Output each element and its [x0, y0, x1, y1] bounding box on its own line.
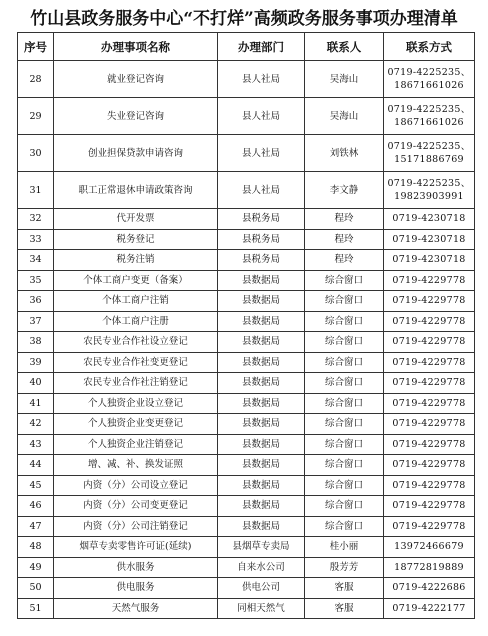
row-contact-person: 综合窗口	[305, 516, 384, 537]
row-item-name: 供电服务	[54, 578, 218, 599]
row-department: 县数据局	[218, 393, 305, 414]
row-contact-phone	[384, 455, 475, 476]
row-contact-person: 综合窗口	[305, 332, 384, 353]
row-number: 40	[18, 373, 54, 394]
row-item-name: 内资（分）公司设立登记	[54, 475, 218, 496]
row-contact-person: 刘铁林	[305, 135, 384, 172]
phone-line-1: 0719-4229778	[392, 336, 466, 348]
table-row	[18, 98, 475, 135]
phone-line-1: 0719-4222177	[392, 602, 466, 614]
row-contact-phone	[384, 598, 475, 619]
row-department: 县数据局	[218, 332, 305, 353]
row-number: 51	[18, 598, 54, 619]
phone-line-1: 13972466679	[394, 541, 464, 553]
row-contact-person: 殷芳芳	[305, 557, 384, 578]
row-number: 32	[18, 209, 54, 230]
row-item-name: 代开发票	[54, 209, 218, 230]
header-contact-person: 联系人	[305, 33, 384, 61]
row-contact-phone	[384, 291, 475, 312]
row-number: 31	[18, 172, 54, 209]
phone-line-1: 0719-4229778	[392, 295, 466, 307]
row-department: 县数据局	[218, 414, 305, 435]
row-number: 33	[18, 229, 54, 250]
phone-line-1: 0719-4229778	[392, 315, 466, 327]
phone-line-1: 0719-4225235、	[387, 141, 471, 152]
table-row	[18, 598, 475, 619]
row-department: 县人社局	[218, 172, 305, 209]
table-row	[18, 311, 475, 332]
row-contact-phone	[384, 434, 475, 455]
row-contact-phone	[384, 172, 475, 209]
phone-line-1: 0719-4230718	[392, 254, 466, 266]
phone-line-1: 0719-4229778	[392, 356, 466, 368]
row-contact-phone	[384, 537, 475, 558]
row-item-name: 个人独资企业设立登记	[54, 393, 218, 414]
phone-line-1: 0719-4229778	[392, 500, 466, 512]
row-item-name: 税务登记	[54, 229, 218, 250]
row-department: 县数据局	[218, 270, 305, 291]
phone-line-1: 0719-4222686	[392, 582, 466, 594]
row-number: 49	[18, 557, 54, 578]
row-department: 同相天然气	[218, 598, 305, 619]
row-department: 县数据局	[218, 352, 305, 373]
row-department: 县税务局	[218, 209, 305, 230]
phone-line-1: 0719-4229778	[392, 274, 466, 286]
table-row	[18, 393, 475, 414]
table-row	[18, 475, 475, 496]
row-contact-person: 综合窗口	[305, 352, 384, 373]
row-number: 38	[18, 332, 54, 353]
row-item-name: 内资（分）公司注销登记	[54, 516, 218, 537]
table-row	[18, 291, 475, 312]
row-contact-phone	[384, 557, 475, 578]
row-department: 自来水公司	[218, 557, 305, 578]
row-contact-phone	[384, 98, 475, 135]
row-contact-person: 综合窗口	[305, 455, 384, 476]
row-contact-phone	[384, 496, 475, 517]
row-number: 50	[18, 578, 54, 599]
row-contact-person: 综合窗口	[305, 475, 384, 496]
row-number: 35	[18, 270, 54, 291]
table-row	[18, 229, 475, 250]
row-department: 县数据局	[218, 496, 305, 517]
row-item-name: 农民专业合作社变更登记	[54, 352, 218, 373]
row-contact-person: 程玲	[305, 250, 384, 271]
row-item-name: 职工正常退休申请政策咨询	[54, 172, 218, 209]
row-department: 县人社局	[218, 135, 305, 172]
table-row	[18, 270, 475, 291]
row-department: 县税务局	[218, 229, 305, 250]
phone-line-1: 0719-4225235、	[387, 67, 471, 78]
row-contact-phone	[384, 229, 475, 250]
table-row	[18, 209, 475, 230]
row-department: 县数据局	[218, 516, 305, 537]
row-department: 县数据局	[218, 434, 305, 455]
row-number: 30	[18, 135, 54, 172]
row-number: 36	[18, 291, 54, 312]
row-contact-phone	[384, 250, 475, 271]
row-number: 41	[18, 393, 54, 414]
row-contact-phone	[384, 311, 475, 332]
row-contact-person: 吴海山	[305, 61, 384, 98]
row-department: 供电公司	[218, 578, 305, 599]
row-department: 县税务局	[218, 250, 305, 271]
row-item-name: 农民专业合作社设立登记	[54, 332, 218, 353]
row-number: 37	[18, 311, 54, 332]
row-department: 县数据局	[218, 291, 305, 312]
row-department: 县烟草专卖局	[218, 537, 305, 558]
table-row	[18, 434, 475, 455]
table-row	[18, 373, 475, 394]
phone-line-2: 15171886769	[394, 154, 464, 165]
header-no: 序号	[18, 33, 54, 61]
phone-line-2: 18671661026	[394, 117, 464, 128]
table-row	[18, 516, 475, 537]
row-item-name: 内资（分）公司变更登记	[54, 496, 218, 517]
row-contact-phone	[384, 61, 475, 98]
header-contact-phone: 联系方式	[384, 33, 475, 61]
row-contact-person: 吴海山	[305, 98, 384, 135]
table-row	[18, 455, 475, 476]
row-contact-phone	[384, 373, 475, 394]
phone-line-1: 0719-4229778	[392, 377, 466, 389]
row-number: 42	[18, 414, 54, 435]
table-row	[18, 172, 475, 209]
phone-line-1: 0719-4229778	[392, 459, 466, 471]
table-row	[18, 61, 475, 98]
row-number: 34	[18, 250, 54, 271]
row-contact-person: 客服	[305, 598, 384, 619]
phone-line-1: 0719-4230718	[392, 233, 466, 245]
page-title: 竹山县政务服务中心“不打烊”高频政务服务事项办理清单	[30, 9, 458, 29]
row-number: 43	[18, 434, 54, 455]
row-contact-phone	[384, 352, 475, 373]
row-contact-phone	[384, 393, 475, 414]
row-number: 47	[18, 516, 54, 537]
row-item-name: 失业登记咨询	[54, 98, 218, 135]
table-row	[18, 537, 475, 558]
row-department: 县数据局	[218, 455, 305, 476]
row-item-name: 个体工商户注销	[54, 291, 218, 312]
table-row	[18, 578, 475, 599]
row-item-name: 天然气服务	[54, 598, 218, 619]
row-number: 29	[18, 98, 54, 135]
phone-line-1: 0719-4229778	[392, 520, 466, 532]
row-contact-person: 综合窗口	[305, 496, 384, 517]
phone-line-1: 0719-4229778	[392, 418, 466, 430]
row-contact-person: 综合窗口	[305, 291, 384, 312]
row-contact-person: 综合窗口	[305, 311, 384, 332]
phone-line-1: 0719-4230718	[392, 213, 466, 225]
row-number: 48	[18, 537, 54, 558]
phone-line-1: 0719-4229778	[392, 479, 466, 491]
phone-line-1: 0719-4225235、	[387, 178, 471, 189]
row-item-name: 就业登记咨询	[54, 61, 218, 98]
row-contact-person: 综合窗口	[305, 373, 384, 394]
row-contact-phone	[384, 578, 475, 599]
row-number: 46	[18, 496, 54, 517]
row-contact-phone	[384, 135, 475, 172]
row-item-name: 增、减、补、换发证照	[54, 455, 218, 476]
row-item-name: 个体工商户注册	[54, 311, 218, 332]
row-contact-phone	[384, 475, 475, 496]
service-items-table	[17, 32, 475, 619]
header-department: 办理部门	[218, 33, 305, 61]
row-contact-person: 综合窗口	[305, 270, 384, 291]
row-number: 28	[18, 61, 54, 98]
row-contact-phone	[384, 414, 475, 435]
row-item-name: 农民专业合作社注销登记	[54, 373, 218, 394]
table-header-row	[18, 33, 475, 61]
row-item-name: 个体工商户变更（备案）	[54, 270, 218, 291]
row-item-name: 供水服务	[54, 557, 218, 578]
row-contact-person: 客服	[305, 578, 384, 599]
row-item-name: 个人独资企业变更登记	[54, 414, 218, 435]
table-row	[18, 332, 475, 353]
row-number: 39	[18, 352, 54, 373]
row-number: 44	[18, 455, 54, 476]
row-contact-person: 李文静	[305, 172, 384, 209]
row-department: 县人社局	[218, 98, 305, 135]
row-contact-phone	[384, 516, 475, 537]
row-contact-phone	[384, 270, 475, 291]
row-department: 县人社局	[218, 61, 305, 98]
table-row	[18, 250, 475, 271]
row-number: 45	[18, 475, 54, 496]
row-department: 县数据局	[218, 311, 305, 332]
table-row	[18, 557, 475, 578]
row-item-name: 税务注销	[54, 250, 218, 271]
header-item-name: 办理事项名称	[54, 33, 218, 61]
row-contact-person: 综合窗口	[305, 393, 384, 414]
table-row	[18, 496, 475, 517]
row-department: 县数据局	[218, 475, 305, 496]
row-item-name: 创业担保贷款申请咨询	[54, 135, 218, 172]
phone-line-1: 0719-4225235、	[387, 104, 471, 115]
row-contact-phone	[384, 332, 475, 353]
phone-line-1: 0719-4229778	[392, 438, 466, 450]
row-contact-person: 程玲	[305, 209, 384, 230]
row-item-name: 烟草专卖零售许可证(延续)	[54, 537, 218, 558]
table-row	[18, 352, 475, 373]
row-contact-person: 程玲	[305, 229, 384, 250]
row-department: 县数据局	[218, 373, 305, 394]
phone-line-1: 0719-4229778	[392, 397, 466, 409]
row-contact-person: 综合窗口	[305, 414, 384, 435]
phone-line-1: 18772819889	[394, 561, 464, 573]
table-row	[18, 135, 475, 172]
table-row	[18, 414, 475, 435]
row-contact-person: 桂小丽	[305, 537, 384, 558]
row-item-name: 个人独资企业注销登记	[54, 434, 218, 455]
row-contact-phone	[384, 209, 475, 230]
row-contact-person: 综合窗口	[305, 434, 384, 455]
phone-line-2: 19823903991	[394, 191, 464, 202]
phone-line-2: 18671661026	[394, 80, 464, 91]
